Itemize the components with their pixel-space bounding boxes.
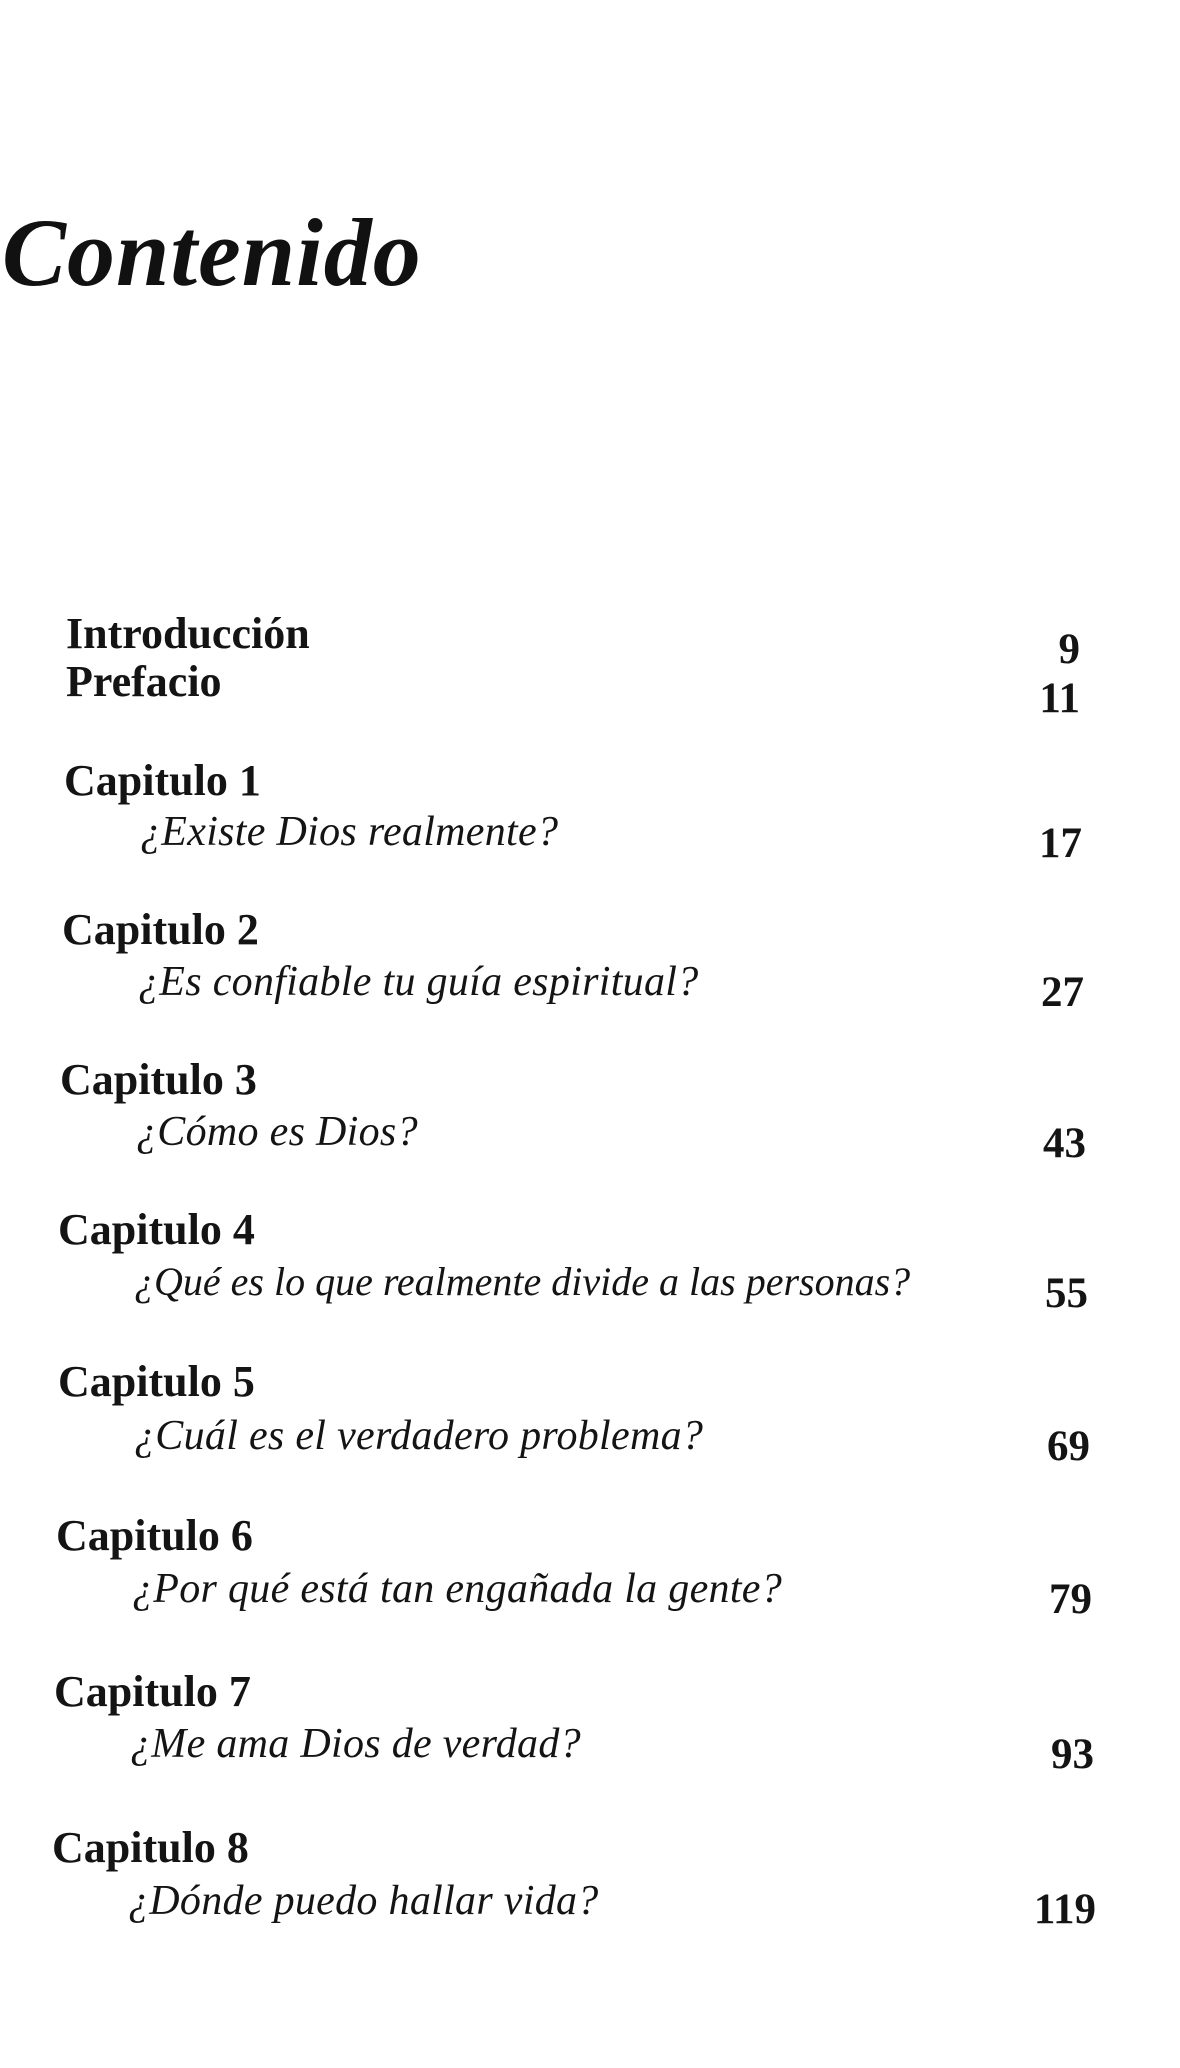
toc-entry-introduccion-label: Introducción bbox=[66, 609, 310, 658]
chapter-6-subtitle: ¿Por qué está tan engañada la gente? bbox=[132, 1566, 783, 1612]
chapter-5-subtitle: ¿Cuál es el verdadero problema? bbox=[134, 1413, 704, 1459]
page-title: Contenido bbox=[2, 199, 422, 306]
chapter-4-subtitle: ¿Qué es lo que realmente divide a las personas? bbox=[134, 1259, 911, 1304]
chapter-7-subtitle: ¿Me ama Dios de verdad? bbox=[130, 1721, 581, 1767]
toc-entry-prefacio-page: 11 bbox=[1039, 675, 1080, 722]
chapter-3-page: 43 bbox=[1043, 1120, 1086, 1167]
chapter-2-page: 27 bbox=[1041, 969, 1084, 1016]
chapter-4-page: 55 bbox=[1045, 1270, 1088, 1317]
chapter-1-subtitle: ¿Existe Dios realmente? bbox=[140, 809, 559, 855]
chapter-7-page: 93 bbox=[1051, 1731, 1094, 1778]
chapter-3-subtitle: ¿Cómo es Dios? bbox=[136, 1109, 418, 1155]
toc-entry-prefacio-label: Prefacio bbox=[66, 657, 222, 706]
chapter-8-label: Capitulo 8 bbox=[52, 1823, 249, 1872]
chapter-8-page: 119 bbox=[1033, 1886, 1096, 1933]
chapter-2-label: Capitulo 2 bbox=[62, 905, 259, 954]
chapter-8-subtitle: ¿Dónde puedo hallar vida? bbox=[128, 1878, 599, 1924]
toc-entry-introduccion-page: 9 bbox=[1058, 626, 1080, 673]
chapter-1-page: 17 bbox=[1039, 820, 1082, 867]
chapter-5-label: Capitulo 5 bbox=[58, 1357, 255, 1406]
chapter-6-page: 79 bbox=[1049, 1576, 1092, 1623]
chapter-1-label: Capitulo 1 bbox=[64, 756, 261, 805]
chapter-5-page: 69 bbox=[1047, 1423, 1090, 1470]
chapter-7-label: Capitulo 7 bbox=[54, 1667, 251, 1716]
chapter-2-subtitle: ¿Es confiable tu guía espiritual? bbox=[138, 959, 699, 1005]
chapter-4-label: Capitulo 4 bbox=[58, 1205, 255, 1254]
chapter-3-label: Capitulo 3 bbox=[60, 1055, 257, 1104]
chapter-6-label: Capitulo 6 bbox=[56, 1511, 253, 1560]
